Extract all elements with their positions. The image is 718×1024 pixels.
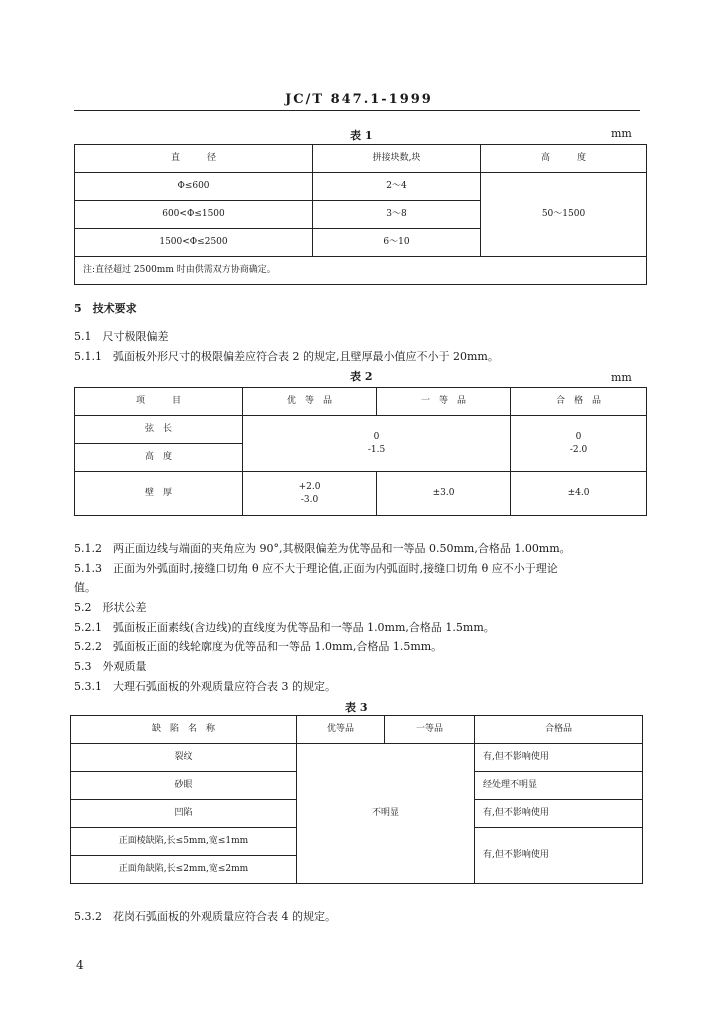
table3-defect: 砂眼: [71, 772, 297, 800]
table3-caption: 表 3: [345, 701, 368, 714]
section-5-3: 5.3 外观质量: [74, 660, 147, 673]
table1-unit: mm: [611, 127, 632, 140]
table1-header-height: 高 度: [481, 145, 647, 173]
table1-cell: 3～8: [313, 201, 481, 229]
table1-caption: 表 1: [350, 129, 373, 142]
table2-wall-qualified: ±4.0: [511, 472, 647, 516]
table3-header-superior: 优等品: [297, 716, 385, 744]
table2-row-chord: 弦 长: [75, 416, 243, 444]
table1-header-blocks: 拼接块数,块: [313, 145, 481, 173]
table3: [70, 715, 643, 884]
table2-wall-superior: [243, 472, 377, 516]
table3-header-defect: 缺 陷 名 称: [71, 716, 297, 744]
section-5-1-3-cont: 值。: [74, 581, 96, 594]
tolerance-lower: -1.5: [367, 444, 386, 455]
section-5-3-2: 5.3.2 花岗石弧面板的外观质量应符合表 4 的规定。: [74, 910, 336, 923]
section-5-title: 5 技术要求: [74, 302, 137, 315]
table2-caption: 表 2: [350, 370, 373, 383]
table1-note: 注:直径超过 2500mm 时由供需双方协商确定。: [75, 257, 647, 285]
table2-unit: mm: [611, 371, 632, 384]
table3-defect: 正面棱缺陷,长≤5mm,宽≤1mm: [71, 828, 297, 856]
table2-wall-first: ±3.0: [377, 472, 511, 516]
table1-cell: 1500<Φ≤2500: [75, 229, 313, 257]
page-number: 4: [76, 958, 84, 972]
tolerance-lower: -2.0: [569, 444, 588, 455]
section-5-1-2: 5.1.2 两正面边线与端面的夹角应为 90°,其极限偏差为优等品和一等品 0.50mm,合格品 1.00mm。: [74, 542, 571, 555]
header-rule: [74, 110, 640, 111]
table3-defect: 正面角缺陷,长≤2mm,宽≤2mm: [71, 856, 297, 884]
tolerance-upper: +2.0: [298, 481, 321, 492]
section-5-1: 5.1 尺寸极限偏差: [74, 330, 169, 343]
table3-qualified: 有,但不影响使用: [475, 744, 643, 772]
table3-qualified: 有,但不影响使用: [475, 828, 643, 884]
table3-qualified: 有,但不影响使用: [475, 800, 643, 828]
table2-chord-height-qualified: [511, 416, 647, 472]
table1-cell: 2～4: [313, 173, 481, 201]
table1-cell: Φ≤600: [75, 173, 313, 201]
table1-cell: 600<Φ≤1500: [75, 201, 313, 229]
table3-header-first: 一等品: [385, 716, 475, 744]
table1-cell: 6～10: [313, 229, 481, 257]
section-5-3-1: 5.3.1 大理石弧面板的外观质量应符合表 3 的规定。: [74, 680, 336, 693]
table1: [74, 144, 647, 285]
tolerance-upper: 0: [373, 431, 380, 442]
table3-qualified: 经处理不明显: [475, 772, 643, 800]
table3-defect: 凹陷: [71, 800, 297, 828]
table2-chord-height-superior-first: [243, 416, 511, 472]
tolerance-upper: 0: [575, 431, 582, 442]
table2-row-height: 高 度: [75, 444, 243, 472]
table3-superior-first: 不明显: [297, 744, 475, 884]
table2-header-qualified: 合 格 品: [511, 388, 647, 416]
table3-defect: 裂纹: [71, 744, 297, 772]
section-5-2-1: 5.2.1 弧面板正面素线(含边线)的直线度为优等品和一等品 1.0mm,合格品 1.5mm。: [74, 621, 495, 634]
table2-header-first: 一 等 品: [377, 388, 511, 416]
table1-header-diameter: 直 径: [75, 145, 313, 173]
table3-header-qualified: 合格品: [475, 716, 643, 744]
table2-header-superior: 优 等 品: [243, 388, 377, 416]
section-5-1-3: 5.1.3 正面为外弧面时,接缝口切角 θ 应不大于理论值,正面为内弧面时,接缝口切角 θ 应不小于理论: [74, 562, 558, 575]
table2-header-item: 项 目: [75, 388, 243, 416]
table2-row-wall: 壁 厚: [75, 472, 243, 516]
tolerance-lower: -3.0: [300, 494, 319, 505]
section-5-2: 5.2 形状公差: [74, 601, 147, 614]
standard-header: JC/T 847.1-1999: [285, 92, 433, 107]
section-5-1-1: 5.1.1 弧面板外形尺寸的极限偏差应符合表 2 的规定,且壁厚最小值应不小于 20mm。: [74, 350, 499, 363]
table2: [74, 387, 647, 516]
table1-height-cell: 50～1500: [481, 173, 647, 257]
section-5-2-2: 5.2.2 弧面板正面的线轮廓度为优等品和一等品 1.0mm,合格品 1.5mm。: [74, 640, 443, 653]
